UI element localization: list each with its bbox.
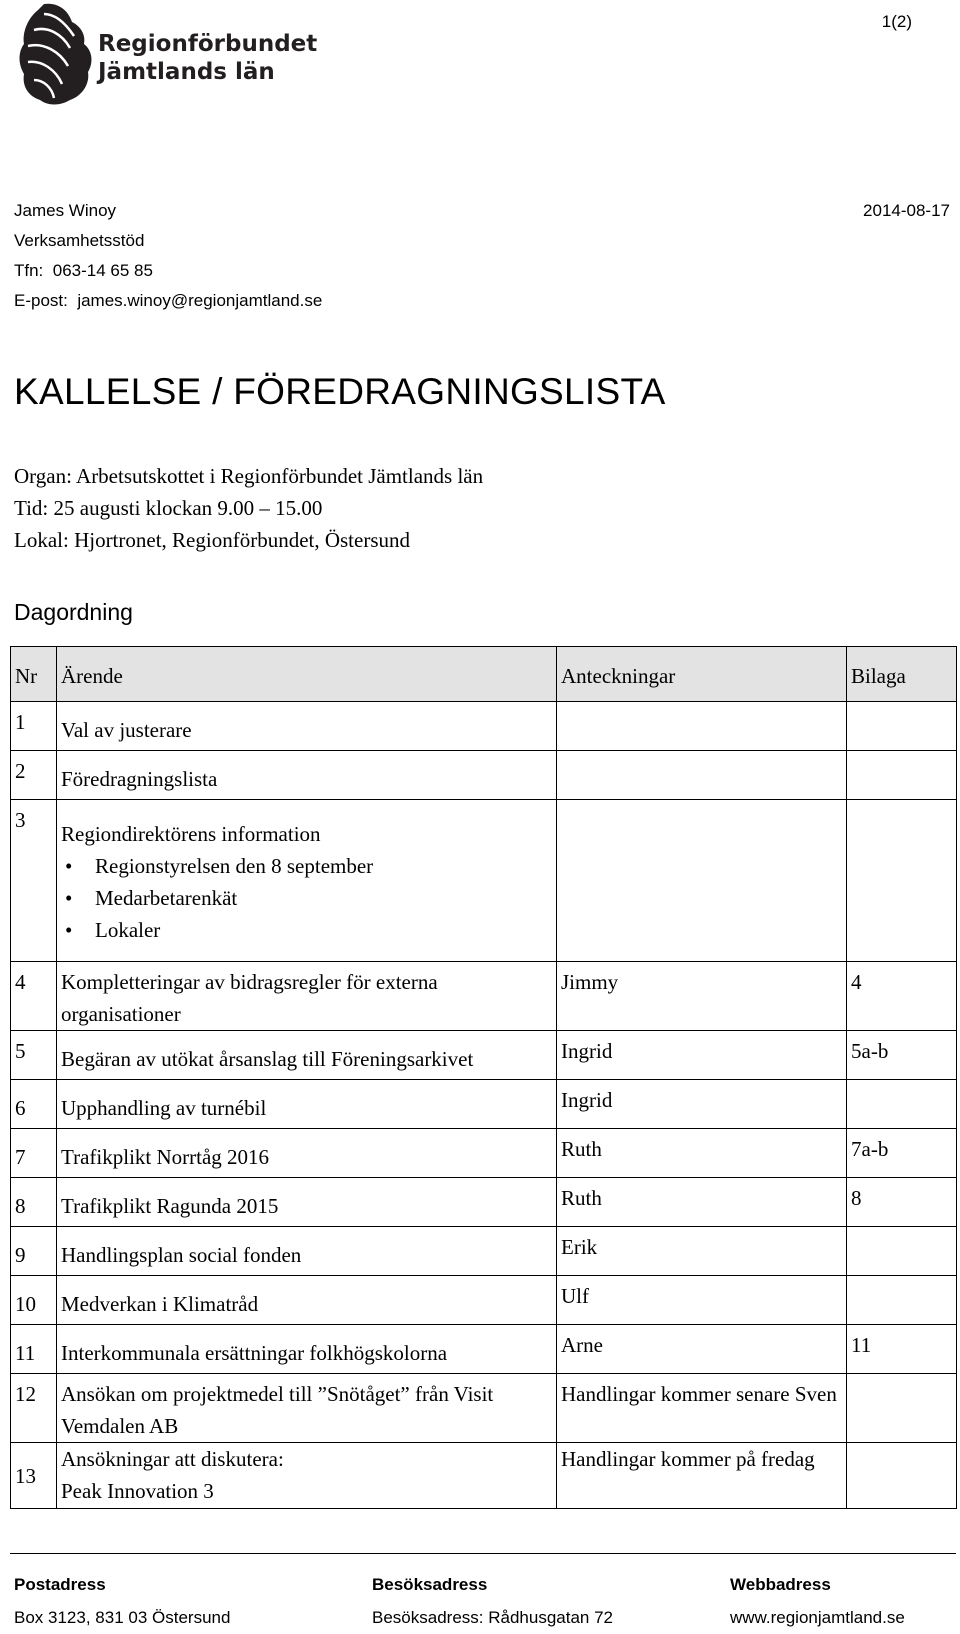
footer-web-heading: Webbadress [730,1575,831,1594]
item-subtitle: Peak Innovation 3 [61,1479,214,1503]
list-item: • Medarbetarenkät [95,882,556,914]
cell-bilaga: 5a-b [847,1031,957,1080]
cell-arende: Upphandling av turnébil [57,1080,557,1129]
cell-anteckningar: Jimmy [557,962,847,1031]
footer-webbadress [730,1568,905,1634]
footer-visit-heading: Besöksadress [372,1575,488,1594]
cell-arende: Kompletteringar av bidragsregler för externa organisationer [57,962,557,1031]
email-value: james.winoy@regionjamtland.se [77,291,323,310]
cell-bilaga [847,751,957,800]
cell-anteckningar: Handlingar kommer senare Sven [557,1374,847,1443]
cell-bilaga [847,1443,957,1509]
org-name-line2: Jämtlands län [98,59,275,85]
cell-nr: 5 [11,1031,57,1080]
table-row [11,1443,957,1509]
agenda-table [10,646,957,1509]
phone-label: Tfn: [14,261,44,280]
cell-anteckningar: Handlingar kommer på fredag [557,1443,847,1509]
table-row [11,962,957,1031]
cell-arende [57,800,557,962]
list-item: • Lokaler [95,914,556,946]
table-header-row [11,647,957,702]
cell-anteckningar: Ruth [557,1129,847,1178]
cell-arende: Begäran av utökat årsanslag till Föreningsarkivet [57,1031,557,1080]
cell-anteckningar: Ruth [557,1178,847,1227]
table-row [11,800,957,962]
table-row [11,751,957,800]
cell-arende: Föredragningslista [57,751,557,800]
cell-arende: Medverkan i Klimatråd [57,1276,557,1325]
cell-anteckningar [557,702,847,751]
cell-arende: Val av justerare [57,702,557,751]
meeting-location: Lokal: Hjortronet, Regionförbundet, Östersund [14,528,411,552]
footer-besoksadress [372,1568,613,1634]
cell-arende: Ansökan om projektmedel till ”Snötåget” från Visit Vemdalen AB [57,1374,557,1443]
meeting-time: Tid: 25 augusti klockan 9.00 – 15.00 [14,496,323,520]
cell-anteckningar [557,751,847,800]
cell-bilaga [847,702,957,751]
header-anteckningar: Anteckningar [557,647,847,702]
sender-phone-line [14,256,322,286]
sender-block [14,196,322,316]
document-date: 2014-08-17 [863,201,950,220]
list-item: • Regionstyrelsen den 8 september [95,850,556,882]
meeting-organ: Organ: Arbetsutskottet i Regionförbundet Jämtlands län [14,464,484,488]
cell-nr: 3 [11,800,57,962]
cell-nr: 12 [11,1374,57,1443]
cell-anteckningar: Ulf [557,1276,847,1325]
cell-arende: Interkommunala ersättningar folkhögskolorna [57,1325,557,1374]
cell-arende: Trafikplikt Norrtåg 2016 [57,1129,557,1178]
footer-divider [10,1553,956,1554]
cell-arende [57,1443,557,1509]
sender-department: Verksamhetsstöd [14,231,145,250]
cell-nr: 1 [11,702,57,751]
region-map-emblem-icon [14,0,98,108]
table-row [11,702,957,751]
cell-anteckningar: Ingrid [557,1031,847,1080]
bullet-list [61,850,556,946]
table-row [11,1129,957,1178]
sender-email-line [14,286,322,316]
footer-post-heading: Postadress [14,1575,106,1594]
cell-anteckningar: Arne [557,1325,847,1374]
header-bilaga: Bilaga [847,647,957,702]
item-title: Regiondirektörens information [61,822,321,846]
cell-arende: Handlingsplan social fonden [57,1227,557,1276]
regionforbundet-logo [14,0,334,112]
cell-anteckningar: Ingrid [557,1080,847,1129]
cell-nr: 9 [11,1227,57,1276]
cell-nr: 2 [11,751,57,800]
cell-anteckningar [557,800,847,962]
item-title: Ansökningar att diskutera: [61,1447,284,1471]
cell-nr: 13 [11,1443,57,1509]
meeting-meta [14,460,483,556]
cell-nr: 7 [11,1129,57,1178]
cell-bilaga: 8 [847,1178,957,1227]
table-row [11,1178,957,1227]
table-row [11,1227,957,1276]
sender-name: James Winoy [14,201,117,220]
page-number: 1(2) [881,12,912,31]
header-arende: Ärende [57,647,557,702]
footer-visit-value: Besöksadress: Rådhusgatan 72 [372,1608,613,1627]
cell-nr: 6 [11,1080,57,1129]
document-title: KALLELSE / FÖREDRAGNINGSLISTA [14,371,666,412]
agenda-heading: Dagordning [14,599,133,625]
phone-value: 063-14 65 85 [52,261,153,280]
cell-bilaga [847,1276,957,1325]
cell-bilaga [847,1227,957,1276]
cell-arende: Trafikplikt Ragunda 2015 [57,1178,557,1227]
cell-nr: 4 [11,962,57,1031]
table-row [11,1325,957,1374]
table-row [11,1374,957,1443]
cell-bilaga: 4 [847,962,957,1031]
table-row [11,1031,957,1080]
cell-nr: 8 [11,1178,57,1227]
org-name-line1: Regionförbundet [98,31,318,57]
header-nr: Nr [11,647,57,702]
footer-web-value[interactable]: www.regionjamtland.se [730,1608,905,1627]
table-row [11,1276,957,1325]
cell-bilaga [847,800,957,962]
cell-bilaga: 11 [847,1325,957,1374]
cell-nr: 10 [11,1276,57,1325]
table-row [11,1080,957,1129]
cell-anteckningar: Erik [557,1227,847,1276]
footer-postadress [14,1568,230,1634]
cell-bilaga [847,1374,957,1443]
email-label: E-post: [14,291,68,310]
cell-bilaga: 7a-b [847,1129,957,1178]
footer-post-value: Box 3123, 831 03 Östersund [14,1608,231,1627]
cell-nr: 11 [11,1325,57,1374]
cell-bilaga [847,1080,957,1129]
